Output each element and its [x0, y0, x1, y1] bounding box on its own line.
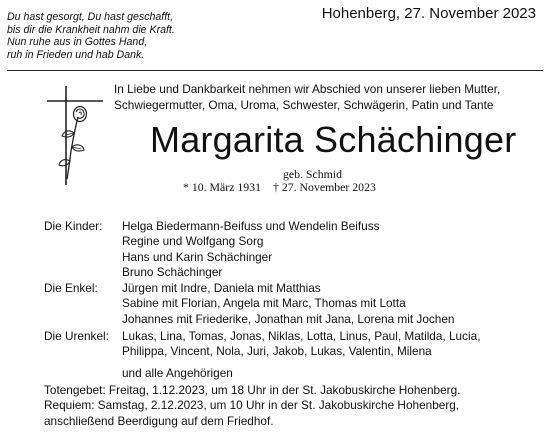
section-label: Die Urenkel: [44, 329, 109, 343]
intro-line: In Liebe und Dankbarkeit nehmen wir Abschied von unserer lieben Mutter, [114, 82, 501, 96]
name-line: Jürgen mit Indre, Daniela mit Matthias [122, 281, 321, 295]
poem-line: bis dir die Krankheit nahm die Kraft. [7, 23, 175, 36]
memorial-poem [7, 11, 257, 61]
children-names [122, 219, 380, 281]
poem-line: ruh in Frieden und hab Dank. [7, 48, 145, 61]
birth-date: * 10. März 1931 [183, 180, 261, 194]
birth-name: geb. Schmid [283, 167, 342, 181]
name-line: Lukas, Lina, Tomas, Jonas, Niklas, Lotta, Linus, Paul, Matilda, Lucia, [122, 329, 481, 343]
name-line: Regine und Wolfgang Sorg [122, 234, 264, 249]
name-line: Bruno Schächinger [122, 265, 223, 280]
place-and-date: Hohenberg, 27. November 2023 [321, 5, 536, 22]
cross-with-rose-icon [45, 83, 107, 188]
divider-line [7, 70, 543, 71]
section-label: Die Kinder: [44, 219, 103, 233]
name-line: Sabine mit Florian, Angela mit Marc, Thomas mit Lotta [122, 296, 406, 311]
section-label: Die Enkel: [44, 281, 98, 295]
service-line: anschließend Beerdigung auf dem Friedhof. [44, 413, 274, 428]
name-line: Philippa, Vincent, Nola, Juri, Jakob, Lukas, Valentin, Milena [122, 344, 432, 359]
service-line: Requiem: Samstag, 2.12.2023, um 10 Uhr in der St. Jakobuskirche Hohenberg, [44, 398, 460, 413]
name-line: Helga Biedermann-Beifuss und Wendelin Beifuss [122, 219, 380, 233]
service-line: Totengebet: Freitag, 1.12.2023, um 18 Uhr in der St. Jakobuskirche Hohenberg. [44, 383, 461, 397]
intro-line: Schwiegermutter, Oma, Uroma, Schwester, Schwägerin, Patin und Tante [114, 97, 494, 112]
farewell-intro [114, 82, 534, 113]
death-date: † 27. November 2023 [272, 180, 376, 194]
great-grandchildren-names [122, 329, 480, 360]
life-dates [183, 180, 388, 195]
poem-line: Nun ruhe aus in Gottes Hand, [7, 36, 148, 49]
grandchildren-names [122, 281, 454, 327]
poem-line: Du hast gesorgt, Du hast geschafft, [7, 11, 174, 23]
service-info [44, 383, 460, 429]
relatives-line: und alle Angehörigen [122, 366, 233, 380]
deceased-name: Margarita Schächinger [150, 119, 517, 160]
name-line: Hans und Karin Schächinger [122, 249, 273, 264]
name-line: Johannes mit Friederike, Jonathan mit Jana, Lorena mit Jochen [122, 311, 455, 326]
